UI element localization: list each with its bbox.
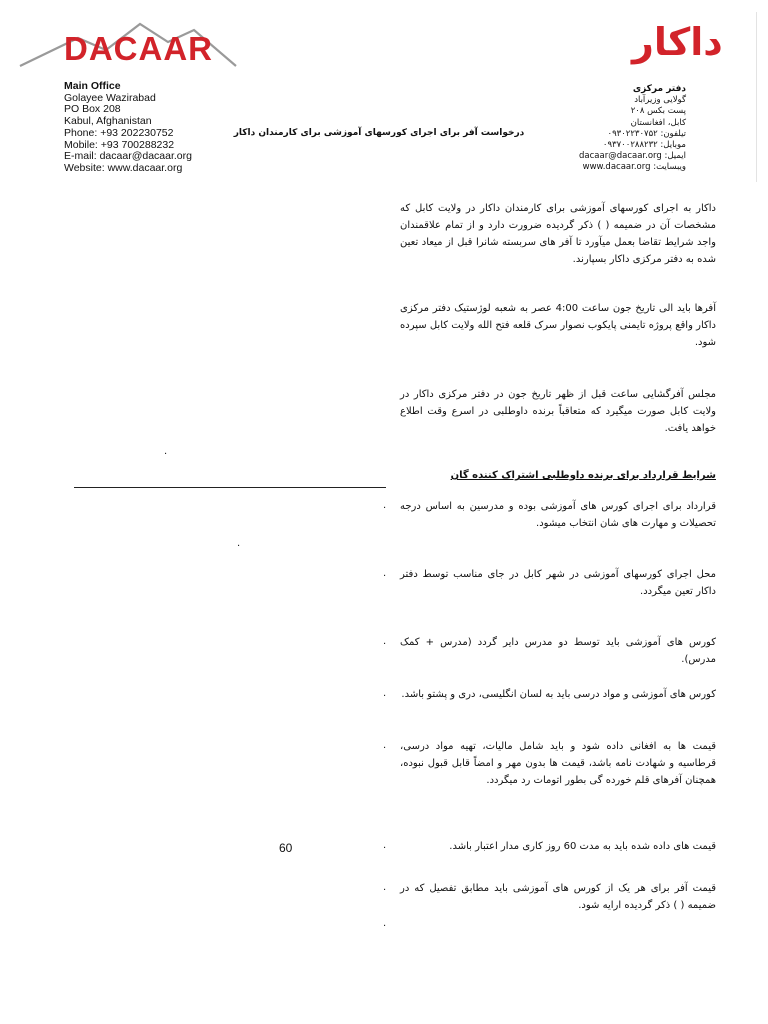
address-line: Kabul, Afghanistan xyxy=(64,115,152,128)
website-line: Website: www.dacaar.org xyxy=(64,161,183,174)
office-title-en: Main Office xyxy=(64,80,121,92)
list-bullet: . xyxy=(383,882,387,893)
signature-line xyxy=(74,487,386,488)
list-bullet: . xyxy=(383,568,387,579)
opening-session-paragraph: مجلس آفرگشایی ساعت قبل از ظهر تاریخ جون در دفتر مرکزی داکار در ولایت کابل صورت میگیرد که متعاقباً برنده داوطلبی در اسرع وقت اطلاع خواهد یافت. xyxy=(400,389,716,434)
deadline-paragraph: آفرها باید الی تاریخ جون ساعت 4:00 عصر به شعبه لوژستیک دفتر مرکزی داکار واقع پروژه تایمنی پایکوب نصوار سرک قلعه فتح الله ولایت کابل سپرده شود. xyxy=(400,303,716,348)
website-line: ویبسایت: www.dacaar.org xyxy=(582,162,686,173)
phone-line: Phone: +93 202230752 xyxy=(64,126,174,139)
letter-subject: درخواست آفر برای اجرای کورسهای آموزشی برای کارمندان داکار xyxy=(233,128,525,138)
logo-wordmark-fa: داکار xyxy=(632,20,723,64)
condition-item: قیمت ها به افغانی داده شود و باید شامل مالیات، تهیه مواد درسی، قرطاسیه و شهادت نامه باشد، قیمت ها بدون مهر و امضاً قابل قبول نبوده، همچنان آفرهای قلم خورده گی بطور اتومات رد میگردد. xyxy=(400,741,716,786)
office-address-en xyxy=(64,81,192,175)
conditions-heading: شرایط قرارداد برای برنده داوطلبی اشتراک کننده گان xyxy=(450,470,716,481)
page-number: 60 xyxy=(279,841,293,855)
stray-dot: . xyxy=(237,538,241,549)
condition-item: قیمت آفر برای هر یک از کورس های آموزشی باید مطابق تفصیل که در ضمیمه ( ) ذکر گردیده ارایه شود. xyxy=(400,883,716,911)
condition-item: قرارداد برای اجرای کورس های آموزشی بوده و مدرسین به اساس درجه تحصیلات و مهارت های شان انتخاب میشود. xyxy=(400,501,716,529)
logo-wordmark-en: DACAAR xyxy=(64,30,213,67)
condition-item: کورس های آموزشی و مواد درسی باید به لسان انگلیسی، دری و پشتو باشد. xyxy=(401,689,716,700)
list-bullet: . xyxy=(383,840,387,851)
address-line: کابل، افغانستان xyxy=(630,117,686,128)
condition-item: محل اجرای کورسهای آموزشی در شهر کابل در جای مناسب توسط دفتر داکار تعین میگردد. xyxy=(400,569,716,597)
list-bullet: . xyxy=(383,500,387,511)
intro-paragraph: داکار به اجرای کورسهای آموزشی برای کارمندان داکار در ولایت کابل که مشخصات آن در ضمیمه ( ) ذکر گردیده ضرورت دارد و از تمام علاقمندان واجد شرایط تقاضا بعمل میآورد تا آفر های سربسته شانرا قبل از میعاد تعین شده به دفتر مرکزی داکار بسپارند. xyxy=(400,203,716,265)
list-bullet: . xyxy=(383,918,387,929)
address-line: Golayee Wazirabad xyxy=(64,91,156,104)
email-line: ایمیل: dacaar@dacaar.org xyxy=(579,151,686,162)
condition-item: قیمت های داده شده باید به مدت 60 روز کاری مدار اعتبار باشد. xyxy=(449,841,716,852)
mobile-line: موبایل: ۰۹۳۷۰۰۲۸۸۲۳۲ xyxy=(602,140,686,151)
address-line: گولایی وزیرآباد xyxy=(634,95,686,106)
list-bullet: . xyxy=(383,688,387,699)
address-line: پست بکس ۲۰۸ xyxy=(630,106,686,117)
mobile-line: Mobile: +93 700288232 xyxy=(64,138,175,151)
stray-dot: . xyxy=(164,446,168,457)
list-bullet: . xyxy=(383,636,387,647)
list-bullet: . xyxy=(383,740,387,751)
office-title-fa: دفتر مرکزی xyxy=(632,84,686,94)
phone-line: تیلفون: ۰۹۳۰۲۲۳۰۷۵۲ xyxy=(607,128,686,139)
condition-item: کورس های آموزشی باید توسط دو مدرس دایر گردد (مدرس + کمک مدرس). xyxy=(400,637,716,665)
email-line: E-mail: dacaar@dacaar.org xyxy=(64,150,192,163)
address-line: PO Box 208 xyxy=(64,103,121,116)
